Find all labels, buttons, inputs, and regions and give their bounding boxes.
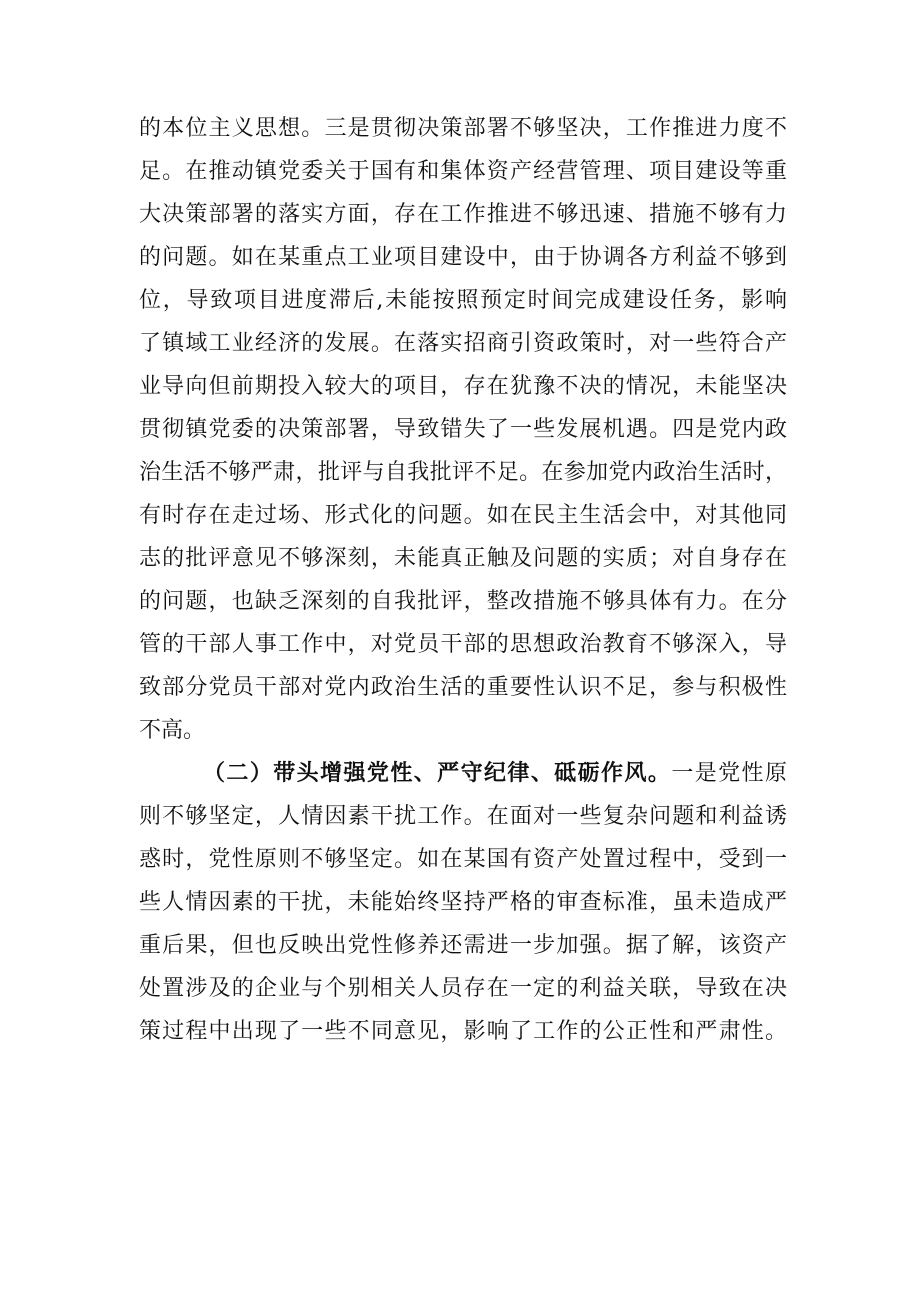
text-line: 有时存在走过场、形式化的问题。如在民主生活会中，对其他同 [139,503,787,528]
text-line: 不高。 [139,718,206,743]
section-heading: （二）带头增强党性、严守纪律、砥砺作风。 [203,760,672,786]
text-line: 管的干部人事工作中，对党员干部的思想政治教育不够深入，导 [139,632,787,657]
text-line: 贯彻镇党委的决策部署，导致错失了一些发展机遇。四是党内政 [139,417,787,442]
text-line: 处置涉及的企业与个别相关人员存在一定的利益关联，导致在决 [139,976,787,1001]
text-line: 的问题，也缺乏深刻的自我批评，整改措施不够具体有力。在分 [139,589,787,614]
text-line: 致部分党员干部对党内政治生活的重要性认识不足，参与积极性 [139,675,787,700]
text-line: 治生活不够严肃，批评与自我批评不足。在参加党内政治生活时， [139,460,787,485]
document-body [139,107,787,1053]
text-line: 惑时，党性原则不够坚定。如在某国有资产处置过程中，受到一 [139,847,787,872]
text-line: 重后果，但也反映出党性修养还需进一步加强。据了解，该资产 [139,933,787,958]
text-line: 志的批评意见不够深刻，未能真正触及问题的实质；对自身存在 [139,546,787,571]
paragraph-1 [139,107,787,752]
paragraph-2 [139,752,787,1053]
text-line: 些人情因素的干扰，未能始终坚持严格的审查标准，虽未造成严 [139,890,787,915]
text-line: 位，导致项目进度滞后,未能按照预定时间完成建设任务，影响 [139,288,787,313]
text-line: 大决策部署的落实方面，存在工作推进不够迅速、措施不够有力 [139,202,787,227]
heading-line-rest: 一是党性原 [671,761,787,786]
text-line: 的问题。如在某重点工业项目建设中，由于协调各方利益不够到 [139,245,787,270]
text-line: 业导向但前期投入较大的项目，存在犹豫不决的情况，未能坚决 [139,374,787,399]
heading-line [139,752,787,795]
text-line: 足。在推动镇党委关于国有和集体资产经营管理、项目建设等重 [139,159,787,184]
text-line: 的本位主义思想。三是贯彻决策部署不够坚决，工作推进力度不 [139,116,787,141]
text-line: 了镇域工业经济的发展。在落实招商引资政策时，对一些符合产 [139,331,787,356]
text-line: 则不够坚定，人情因素干扰工作。在面对一些复杂问题和利益诱 [139,804,787,829]
text-line: 策过程中出现了一些不同意见，影响了工作的公正性和严肃性。 [139,1019,787,1044]
